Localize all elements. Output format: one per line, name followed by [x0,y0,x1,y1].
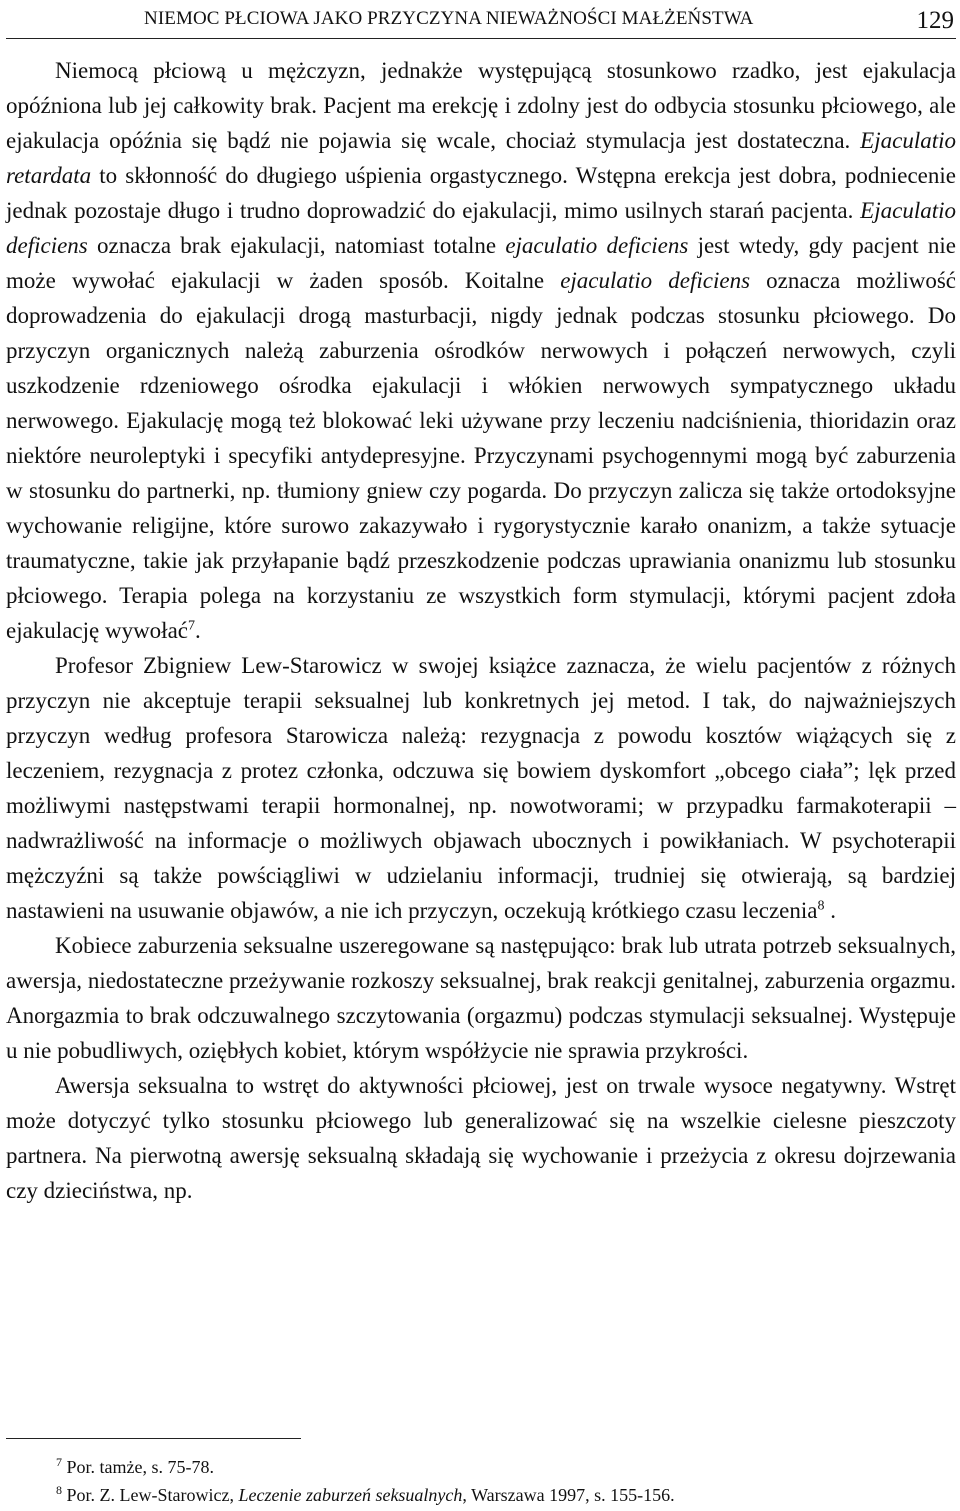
footnote-reference[interactable]: 7 [188,618,195,634]
footnote-7 [56,1453,936,1481]
latin-term: ejaculatio deficiens [505,233,689,258]
footnote-8 [56,1481,936,1509]
footnote-reference[interactable]: 8 [817,898,825,914]
latin-term: Ejaculatio retardata [6,128,956,188]
text-run: oznacza możliwość doprowadzenia do ejakulacji drogą masturbacji, nigdy jednak podczas stosunku płciowego. Do przyczyn organicznych należą zaburzenia ośrodków nerwowych i połączeń nerwowych, czyli uszkodzenie rdzeniowego ośrodka ejakulacji i włókien nerwowych sympatycznego układu nerwowego. Ejakulację mogą też blokować leki używane przy leczeniu nadciśnienia, thioridazin oraz niektóre neuroleptyki i specyfiki antydepresyjne. Przyczynami psychogennymi mogą być zaburzenia w stosunku do partnerki, np. tłumiony gniew czy pogarda. Do przyczyn zalicza się także ortodoksyjne wychowanie religijne, które surowo zakazywało i rygorystycznie karało onanizm, a także sytuacje traumatyczne, takie jak przyłapanie bądź przeszkodzenie podczas uprawiania onanizmu lub stosunku płciowego. Terapia polega na korzystaniu ze wszystkich form stymulacji, którymi pacjent zdoła ejakulację wywołać [6,268,956,643]
footnote-text: Por. Z. Lew-Starowicz, [66,1485,239,1505]
footnote-text: , Warszawa 1997, s. 155-156. [462,1485,675,1505]
paragraph-3: Kobiece zaburzenia seksualne uszeregowane są następująco: brak lub utrata potrzeb seksualnych, awersja, niedostateczne przeżywanie rozkoszy seksualnej, brak reakcji genitalnej, zaburzenia orgazmu. Anorgazmia to brak odczuwalnego szczytowania (orgazmu) podczas stymulacji seksualnej. Występuje u nie pobudliwych, oziębłych kobiet, którym współżycie nie sprawia przykrości. [6,933,956,1063]
running-title: NIEMOC PŁCIOWA JAKO PRZYCZYNA NIEWAŻNOŚCI MAŁŻEŃSTWA [144,8,754,29]
text-run: . [824,898,836,923]
running-header [6,4,956,39]
text-run: jest wtedy, gdy pacjent nie może wywołać ejakulacji w żaden sposób. Koitalne [6,233,956,293]
page-number: 129 [916,7,954,34]
footnote-mark: 8 [56,1483,62,1497]
paragraph-1 [6,53,956,648]
body-text [6,53,956,1208]
footnote-divider [6,1438,301,1439]
footnotes [56,1453,936,1509]
paragraph-2 [6,648,956,928]
paragraph-4: Awersja seksualna to wstręt do aktywności płciowej, jest on trwale wysoce negatywny. Wstręt może dotyczyć tylko stosunku płciowego lub generalizować się na wszelkie cielesne pieszczoty partnera. Na pierwotną awersję seksualną składają się wychowanie i przeżycia z okresu dojrzewania czy dzieciństwa, np. [6,1073,956,1203]
text-run: oznacza brak ejakulacji, natomiast totalne [87,233,506,258]
text-run: to skłonność do długiego uśpienia orgastycznego. Wstępna erekcja jest dobra, podniecenie jednak pozostaje długo i trudno doprowadzić do ejakulacji, mimo usilnych starań pacjenta. [6,163,956,223]
footnote-text: Por. tamże, s. 75-78. [66,1457,214,1477]
latin-term: Ejaculatio deficiens [6,198,956,258]
text-run: . [195,618,201,643]
latin-term: ejaculatio deficiens [560,268,751,293]
footnote-mark: 7 [56,1455,62,1469]
book-title: Leczenie zaburzeń seksualnych [238,1485,463,1505]
text-run: Niemocą płciową u mężczyzn, jednakże występującą stosunkowo rzadko, jest ejakulacja opóźniona lub jej całkowity brak. Pacjent ma erekcję i zdolny jest do odbycia stosunku płciowego, ale ejakulacja opóźnia się bądź nie pojawia się wcale, chociaż stymulacja jest dostateczna. [6,58,956,153]
text-run: Profesor Zbigniew Lew-Starowicz w swojej książce zaznacza, że wielu pacjentów z różnych przyczyn nie akceptuje terapii seksualnej lub konkretnych jej metod. I tak, do najważniejszych przyczyn według profesora Starowicza należą: rezygnacja z powodu kosztów wiążących się z leczeniem, rezygnacja z protez członka, odczuwa się bowiem dyskomfort „obcego ciała”; lęk przed możliwymi następstwami terapii hormonalnej, np. nowotworami; w przypadku farmakoterapii – nadwrażliwość na informacje o możliwych objawach ubocznych i powikłaniach. W psychoterapii mężczyźni są także powściągliwi w udzielaniu informacji, trudniej się otwierają, są bardziej nastawieni na usuwanie objawów, a nie ich przyczyn, oczekują krótkiego czasu leczenia [6,653,956,923]
